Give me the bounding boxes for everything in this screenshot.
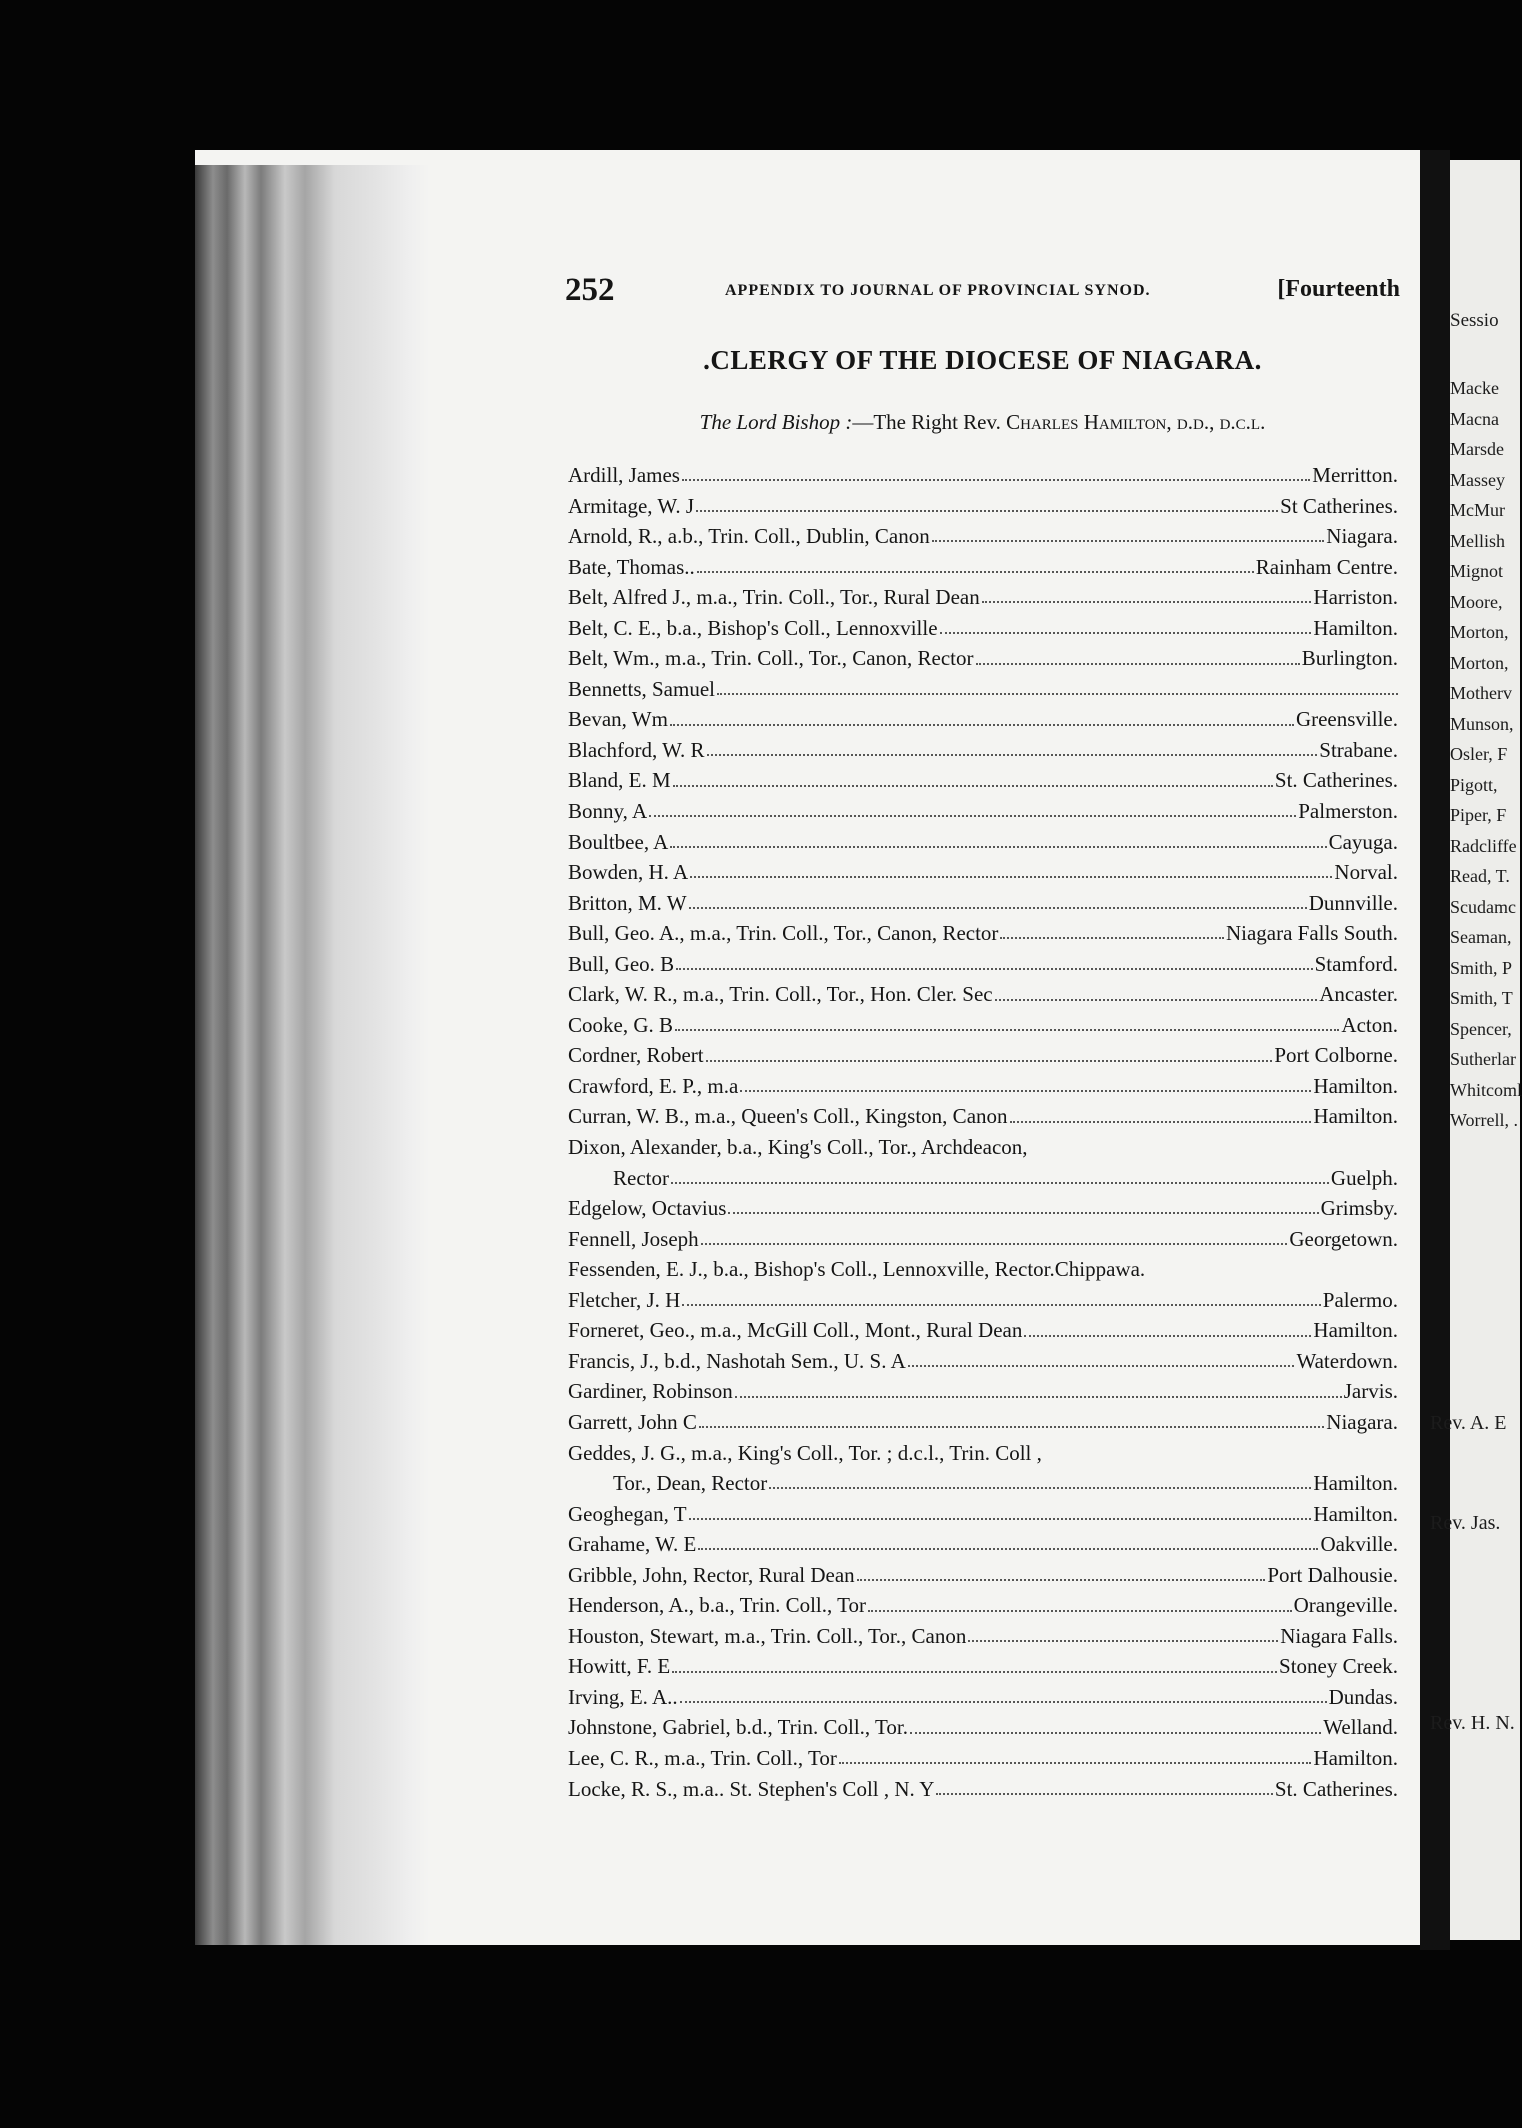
clergy-entry [568,1163,1398,1194]
clergy-place: Niagara. [1326,524,1398,549]
dot-leader [672,1671,1277,1673]
clergy-place: Hamilton. [1313,1471,1398,1496]
clergy-place: Hamilton. [1313,1745,1398,1770]
page-number: 252 [565,272,615,308]
adjacent-page-line: Morton, [1450,652,1509,673]
dot-leader [735,1396,1342,1398]
clergy-entry [568,1529,1398,1560]
dot-leader [675,1029,1339,1031]
dot-leader [682,479,1310,481]
clergy-name: Rector [613,1165,669,1190]
clergy-entry [568,1712,1398,1743]
dot-leader [701,1243,1288,1245]
dot-leader [670,846,1326,848]
clergy-name: Grahame, W. E [568,1532,697,1557]
clergy-place: St. Catherines. [1274,768,1398,793]
clergy-name: Francis, J., b.d., Nashotah Sem., U. S. A [568,1348,906,1373]
clergy-place: Greensville. [1295,707,1398,732]
adjacent-page-rev-line: Rev. Jas. [1430,1512,1501,1534]
dot-leader [697,571,1254,573]
clergy-entry [568,704,1398,735]
dot-leader [910,1732,1321,1734]
dot-leader [707,754,1318,756]
clergy-entry [568,1132,1398,1163]
clergy-name: Geoghegan, T [568,1501,687,1526]
dot-leader [1024,1335,1311,1337]
clergy-place: Welland. [1323,1715,1398,1740]
clergy-name: Bevan, Wm [568,707,668,732]
clergy-name: Cooke, G. B [568,1012,673,1037]
adjacent-page-line: Pigott, [1450,774,1498,795]
running-head-session: [Fourteenth [1277,276,1400,302]
clergy-entry [568,521,1398,552]
clergy-entry [568,582,1398,613]
dot-leader [839,1762,1312,1764]
clergy-place: Niagara Falls. [1280,1623,1398,1648]
clergy-name: Bull, Geo. A., m.a., Trin. Coll., Tor., Canon, Rector [568,921,999,946]
dot-leader [940,632,1312,634]
adjacent-page-line: Radcliffe [1450,835,1517,856]
dot-leader [671,1182,1329,1184]
clergy-name: Lee, C. R., m.a., Trin. Coll., Tor [568,1745,837,1770]
clergy-place: Merritton. [1312,463,1398,487]
clergy-entry [568,643,1398,674]
adjacent-page-line: Massey [1450,469,1505,490]
clergy-entry [568,491,1398,522]
dot-leader [868,1610,1292,1612]
adjacent-page-line: Worrell, . [1450,1110,1519,1130]
clergy-name: Fennell, Joseph [568,1226,699,1251]
clergy-entry [568,674,1398,705]
clergy-name: Irving, E. A.. [568,1684,678,1709]
clergy-place: Hamilton. [1313,615,1398,640]
adjacent-page-rev-line: Rev. H. N. [1430,1712,1515,1734]
clergy-name: Clark, W. R., m.a., Trin. Coll., Tor., Hon. Cler. Sec [568,982,993,1007]
adjacent-page-line: McMur [1450,500,1505,520]
adjacent-page-header: Sessio [1450,310,1499,331]
clergy-entry [568,1774,1398,1805]
clergy-place: Stoney Creek. [1279,1654,1398,1679]
clergy-place: Burlington. [1301,646,1398,671]
clergy-place: Waterdown. [1296,1348,1398,1373]
dot-leader [682,1304,1320,1306]
clergy-name: Johnstone, Gabriel, b.d., Trin. Coll., Tor. [568,1715,908,1740]
dot-leader [968,1640,1278,1642]
clergy-entry [568,1499,1398,1530]
clergy-entry [568,1651,1398,1682]
clergy-place: Ancaster. [1319,982,1398,1007]
dot-leader [699,1426,1324,1428]
clergy-place: St. Catherines. [1274,1776,1398,1801]
clergy-name: Belt, Wm., m.a., Trin. Coll., Tor., Canon, Rector [568,646,974,671]
adjacent-page-line: Osler, F [1450,744,1508,764]
clergy-entry [568,1590,1398,1621]
dot-leader [717,693,1398,695]
clergy-entry [568,1010,1398,1041]
clergy-entry [568,1193,1398,1224]
clergy-entry [568,1224,1398,1255]
clergy-place: Hamilton. [1313,1501,1398,1526]
clergy-place: Hamilton. [1313,1104,1398,1129]
adjacent-page-line: Moore, [1450,591,1503,612]
clergy-name: Cordner, Robert [568,1043,704,1068]
bishop-line [565,410,1400,435]
clergy-entry [568,552,1398,583]
clergy-entry [568,1743,1398,1774]
clergy-entry [568,613,1398,644]
clergy-name: Bland, E. M [568,768,671,793]
clergy-name: Bull, Geo. B [568,951,675,976]
clergy-entry [568,979,1398,1010]
clergy-place: Hamilton. [1313,1073,1398,1098]
clergy-name: Armitage, W. J [568,493,694,518]
adjacent-page-line: Mignot [1450,561,1504,581]
dot-leader [908,1365,1295,1367]
clergy-name: Fletcher, J. H [568,1287,681,1312]
clergy-place: Chippawa. [1054,1257,1146,1282]
section-title: .CLERGY OF THE DIOCESE OF NIAGARA. [703,345,1262,375]
adjacent-page-fragment [1430,160,1522,1940]
clergy-place: Oakville. [1320,1532,1398,1557]
dot-leader [689,1518,1312,1520]
clergy-entry [568,735,1398,766]
clergy-name: Boultbee, A [568,829,669,854]
bishop-label: The Lord Bishop : [699,410,853,434]
clergy-list [568,460,1398,1804]
adjacent-page-line: Read, T. [1450,866,1510,886]
clergy-name: Bennetts, Samuel [568,676,715,701]
clergy-name: Locke, R. S., m.a.. St. Stephen's Coll , N. Y [568,1776,935,1801]
clergy-place: Jarvis. [1343,1379,1398,1404]
clergy-name: Bowden, H. A [568,860,689,885]
clergy-place: Stamford. [1314,951,1398,976]
bishop-degrees: , d.d., d.c.l. [1166,410,1266,434]
clergy-place: Dundas. [1328,1684,1398,1709]
dot-leader [857,1579,1266,1581]
dot-leader [696,510,1278,512]
clergy-entry [568,460,1398,491]
dot-leader [698,1548,1318,1550]
clergy-entry [568,765,1398,796]
adjacent-page-line: Whitcoml [1450,1079,1522,1100]
clergy-entry [568,827,1398,858]
clergy-entry [568,1621,1398,1652]
clergy-entry [568,1346,1398,1377]
dot-leader [995,999,1318,1001]
dot-leader [728,1212,1318,1214]
dot-leader [976,663,1300,665]
clergy-name: Blachford, W. R [568,737,705,762]
dot-leader [982,601,1312,603]
adjacent-page-line: Marsde [1450,439,1504,459]
clergy-entry [568,918,1398,949]
dot-leader [706,1060,1273,1062]
clergy-place: Orangeville. [1293,1593,1398,1618]
clergy-name: Britton, M. W [568,890,687,915]
clergy-name: Tor., Dean, Rector [613,1471,768,1496]
bishop-prefix: —The Right Rev. [852,410,1007,434]
clergy-entry [568,1101,1398,1132]
clergy-place: Acton. [1341,1012,1398,1037]
clergy-name: Belt, Alfred J., m.a., Trin. Coll., Tor., Rural Dean [568,585,980,610]
bishop-name: Charles Hamilton [1006,410,1167,434]
clergy-name: Gardiner, Robinson [568,1379,733,1404]
clergy-name: Edgelow, Octavius [568,1196,727,1221]
adjacent-page-line: Smith, P [1450,957,1513,978]
dot-leader [673,785,1273,787]
clergy-entry [568,1560,1398,1591]
dot-leader [680,1701,1327,1703]
clergy-name: Belt, C. E., b.a., Bishop's Coll., Lennoxville [568,615,938,640]
clergy-name: Garrett, John C [568,1409,697,1434]
clergy-place: Georgetown. [1289,1226,1398,1251]
clergy-entry [568,1376,1398,1407]
clergy-place: Strabane. [1319,737,1398,762]
page-binding-shadow [195,165,430,1945]
clergy-place: Palmerston. [1298,799,1398,824]
adjacent-page-line: Smith, T [1450,988,1513,1008]
clergy-place: Palermo. [1322,1287,1398,1312]
clergy-entry [568,1071,1398,1102]
clergy-name: Dixon, Alexander, b.a., King's Coll., Tor., Archdeacon, [568,1135,1028,1160]
clergy-place: Rainham Centre. [1255,554,1398,579]
clergy-name: Arnold, R., a.b., Trin. Coll., Dublin, Canon [568,524,930,549]
clergy-entry [568,1682,1398,1713]
adjacent-page-line: Macke [1450,378,1499,398]
adjacent-page-line: Seaman, [1450,927,1512,947]
clergy-name: Forneret, Geo., m.a., McGill Coll., Mont., Rural Dean [568,1318,1023,1343]
clergy-place: St Catherines. [1280,493,1398,518]
clergy-place: Hamilton. [1313,1318,1398,1343]
clergy-name: Ardill, James [568,463,680,487]
dot-leader [689,907,1307,909]
clergy-place: Guelph. [1330,1165,1398,1190]
clergy-name: Houston, Stewart, m.a., Trin. Coll., Tor., Canon [568,1623,967,1648]
dot-leader [690,876,1332,878]
clergy-name: Bate, Thomas.. [568,554,695,579]
dot-leader [1010,1121,1312,1123]
running-head: APPENDIX TO JOURNAL OF PROVINCIAL SYNOD. [725,282,1151,299]
dot-leader [932,540,1325,542]
dot-leader [740,1090,1311,1092]
clergy-entry [568,1285,1398,1316]
dot-leader [936,1793,1273,1795]
clergy-place: Niagara. [1326,1409,1398,1434]
clergy-place: Dunnville. [1308,890,1398,915]
clergy-name: Fessenden, E. J., b.a., Bishop's Coll., Lennoxville, Rector. [568,1257,1055,1282]
clergy-entry [568,1254,1398,1285]
dot-leader [649,815,1296,817]
clergy-name: Henderson, A., b.a., Trin. Coll., Tor [568,1593,866,1618]
clergy-entry [568,1040,1398,1071]
page-gutter [1420,150,1450,1950]
clergy-name: Geddes, J. G., m.a., King's Coll., Tor. ; d.c.l., Trin. Coll , [568,1440,1042,1465]
clergy-name: Gribble, John, Rector, Rural Dean [568,1562,855,1587]
clergy-entry [568,1438,1398,1469]
clergy-place: Niagara Falls South. [1225,921,1398,946]
adjacent-page-line: Munson, [1450,713,1514,734]
clergy-place: Norval. [1334,860,1398,885]
dot-leader [670,724,1294,726]
dot-leader [1000,937,1224,939]
clergy-place: Port Dalhousie. [1267,1562,1398,1587]
adjacent-page-line: Sutherlar [1450,1049,1516,1069]
dot-leader [676,968,1312,970]
adjacent-page-rev-line: Rev. A. E [1430,1412,1507,1434]
adjacent-page-line: Mellish [1450,530,1506,551]
adjacent-page-line: Morton, [1450,622,1509,642]
clergy-place: Port Colborne. [1274,1043,1398,1068]
clergy-entry [568,796,1398,827]
clergy-name: Bonny, A [568,799,648,824]
dot-leader [769,1487,1311,1489]
clergy-name: Crawford, E. P., m.a [568,1073,739,1098]
clergy-entry [568,1468,1398,1499]
clergy-place: Cayuga. [1328,829,1398,854]
clergy-place: Harriston. [1313,585,1398,610]
clergy-entry [568,888,1398,919]
adjacent-page-line: Motherv [1450,683,1512,703]
adjacent-page-line: Spencer, [1450,1018,1512,1039]
clergy-name: Curran, W. B., m.a., Queen's Coll., Kingston, Canon [568,1104,1008,1129]
clergy-entry [568,949,1398,980]
page-header [565,272,1400,312]
clergy-entry [568,1407,1398,1438]
clergy-place: Grimsby. [1320,1196,1398,1221]
adjacent-page-line: Piper, F [1450,805,1507,825]
adjacent-page-line: Macna [1450,408,1499,429]
clergy-entry [568,857,1398,888]
adjacent-page-line: Scudamc [1450,896,1516,917]
clergy-entry [568,1315,1398,1346]
clergy-name: Howitt, F. E [568,1654,671,1679]
